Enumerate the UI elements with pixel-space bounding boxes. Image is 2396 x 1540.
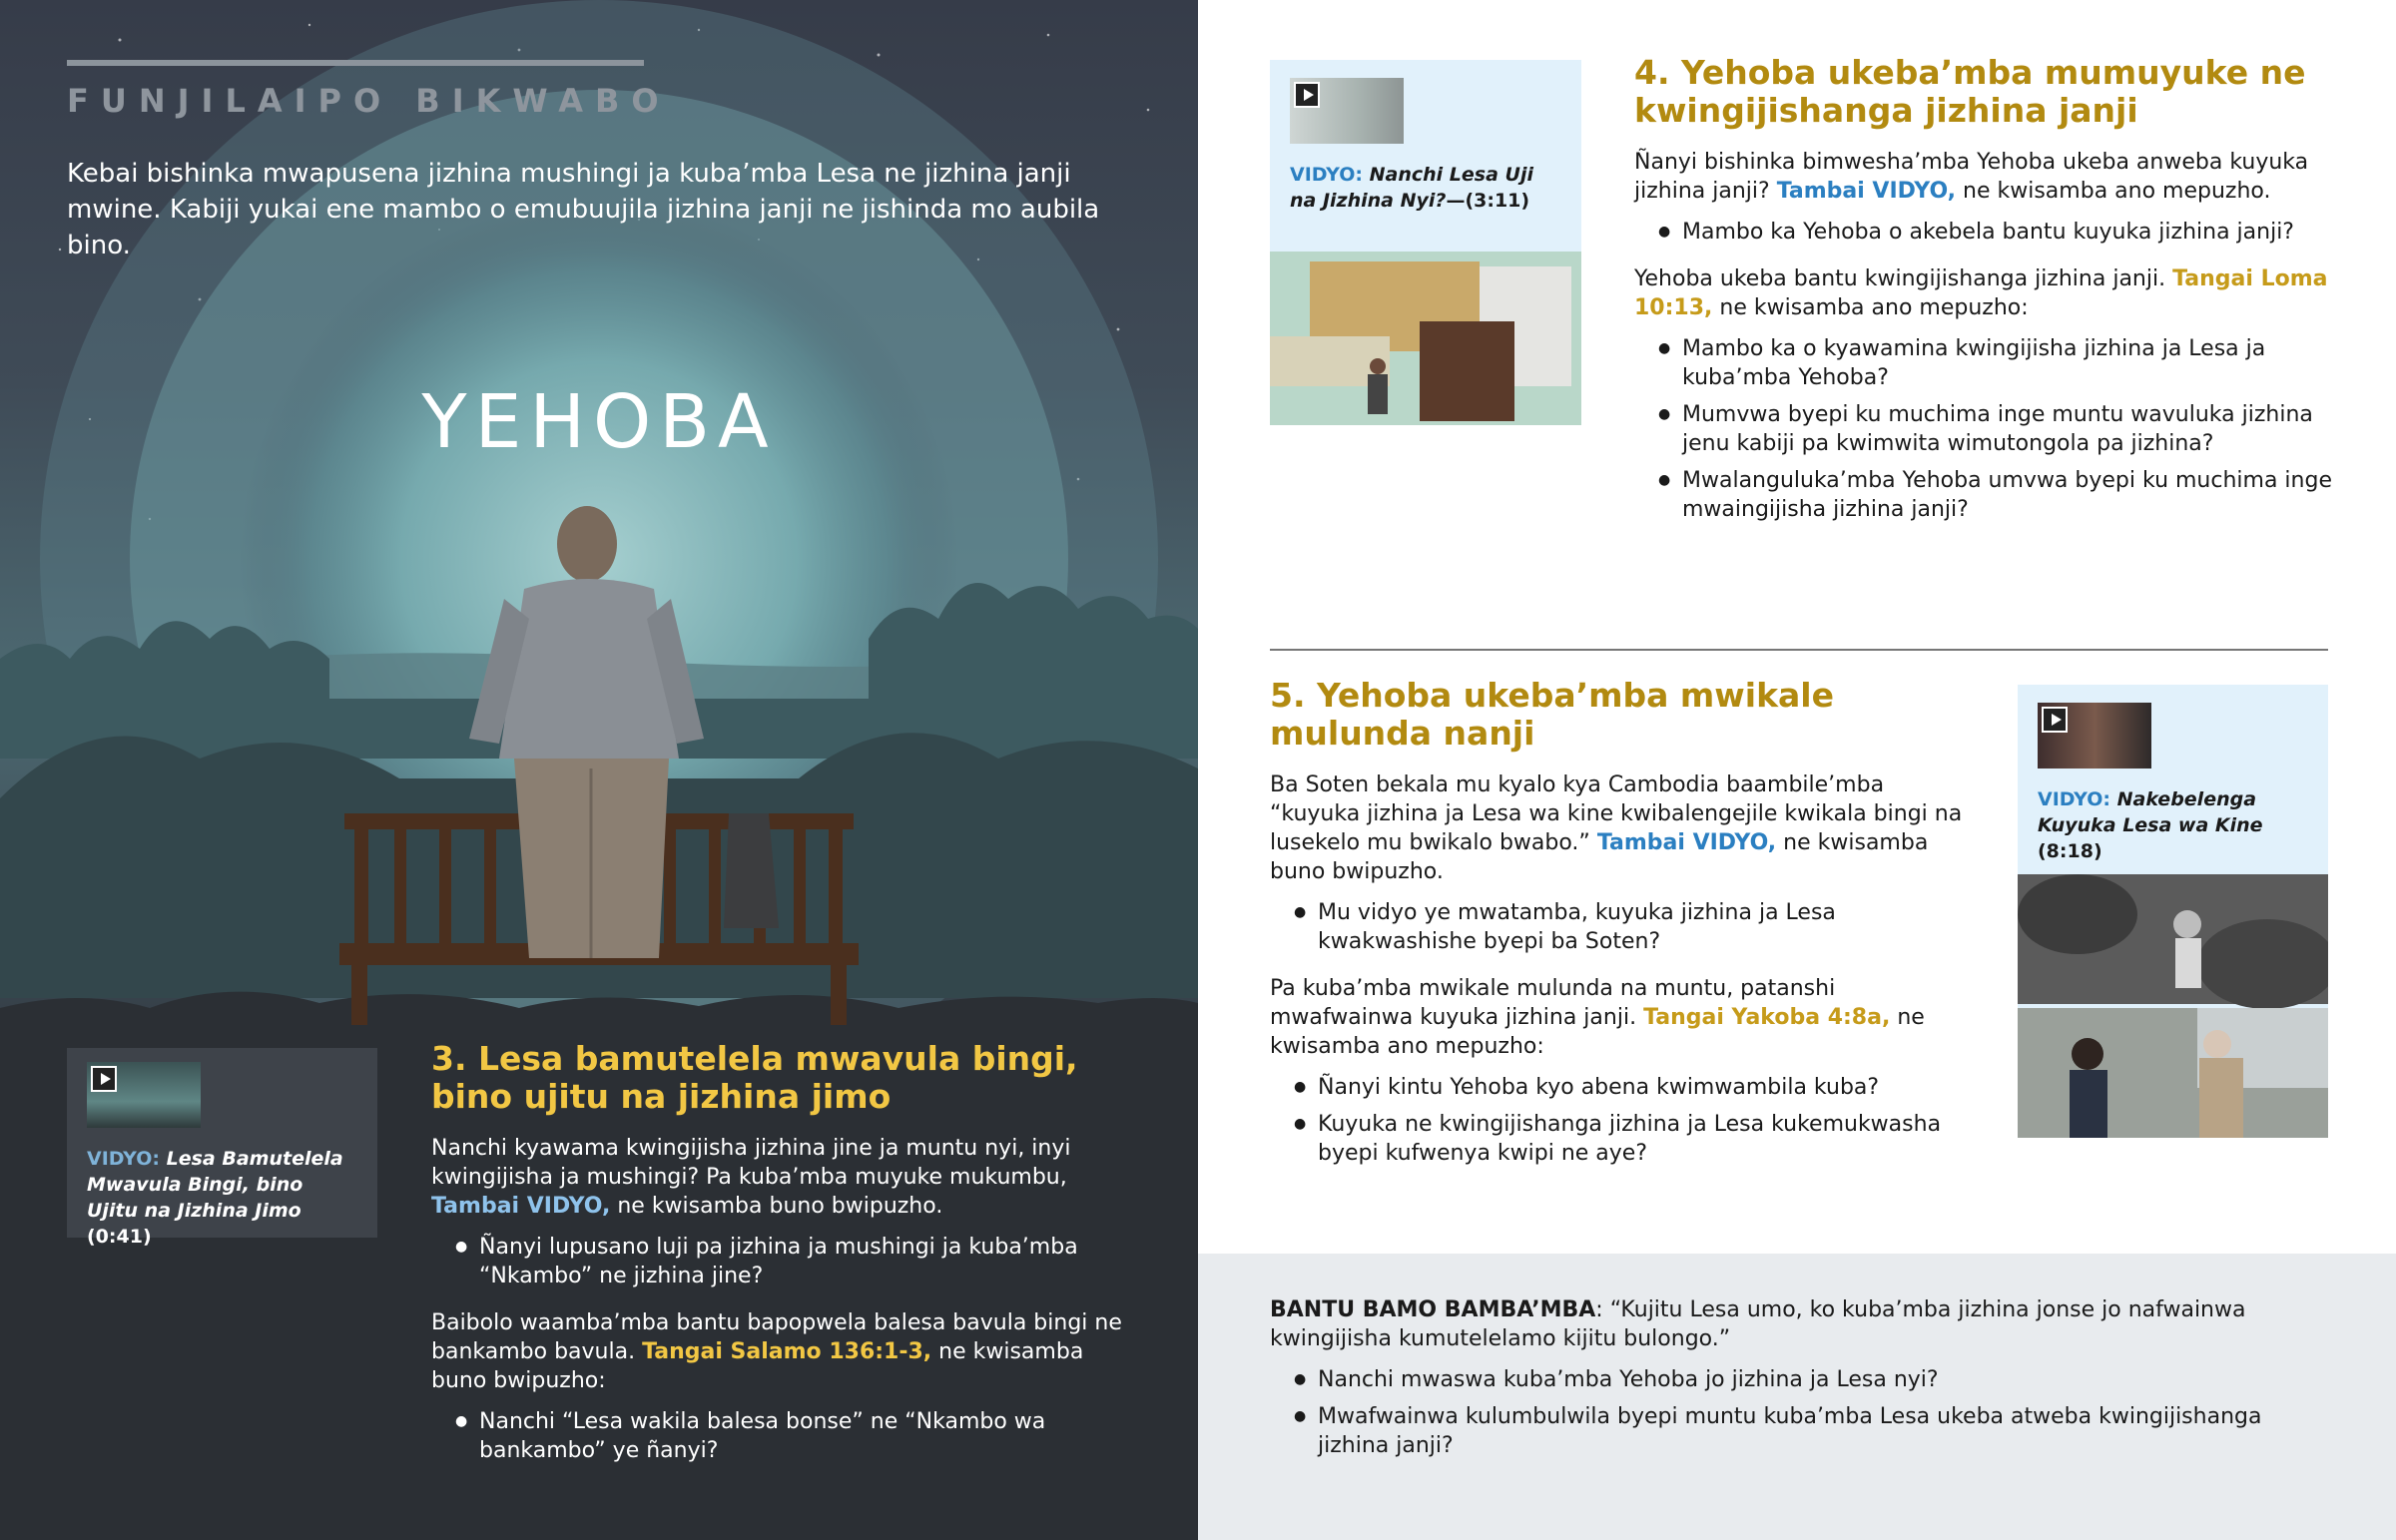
section-5-paragraph-1 <box>1270 770 1979 886</box>
play-icon[interactable] <box>2042 707 2068 733</box>
paragraph-text: Ñanyi bishinka bimwesha’mba Yehoba ukeba anweba kuyuka jizhina janji? <box>1634 150 2309 204</box>
section-4 <box>1634 54 2333 532</box>
play-icon[interactable] <box>91 1066 117 1092</box>
paragraph-text: ne kwisamba buno bwipuzho: <box>431 1339 1084 1393</box>
video-duration: —(3:11) <box>1446 190 1530 212</box>
section-3 <box>431 1040 1130 1473</box>
paragraph-text: Baibolo waamba’mba bantu bapopwela balesa bavula bingi ne bankambo bavula. <box>431 1310 1122 1364</box>
objection-text: : “Kujitu Lesa umo, ko kuba’mba jizhina jonse jo nafwainwa kwingijisha kumutelelamo kijitu bulongo.” <box>1270 1297 2246 1351</box>
video-caption[interactable] <box>1290 162 1561 214</box>
play-icon[interactable] <box>1294 82 1320 108</box>
scripture-link[interactable]: Tangai Yakoba 4:8a, <box>1643 1005 1891 1030</box>
paragraph-text: ne kwisamba ano mepuzho: <box>1270 1005 1925 1059</box>
paragraph-text: ne kwisamba buno bwipuzho. <box>1270 830 1929 884</box>
video-label: VIDYO: <box>1290 164 1363 186</box>
objection-box <box>1198 1254 2396 1540</box>
question-item: ● Mwafwainwa kulumbulwila byepi muntu kuba’mba Lesa ukeba atweba kwingijishanga jizhina janji? <box>1294 1402 2324 1460</box>
question-item: ● Ñanyi lupusano luji pa jizhina ja mushingi ja kuba’mba “Nkambo” ne jizhina jine? <box>455 1233 1130 1290</box>
scripture-link[interactable]: Tangai Salamo 136:1-3, <box>642 1339 932 1364</box>
section-5-paragraph-2 <box>1270 974 1979 1061</box>
section-4-questions-2 <box>1634 334 2333 524</box>
question-item: ● Mwalanguluka’mba Yehoba umvwa byepi ku muchima inge mwaingijisha jizhina janji? <box>1658 466 2333 524</box>
video-thumbnail[interactable] <box>1290 78 1404 144</box>
section-5 <box>1270 677 1979 1176</box>
question-item: ● Mumvwa byepi ku muchima inge muntu wavuluka jizhina jenu kabiji pa kwimwita wimutongola pa jizhina? <box>1658 400 2333 458</box>
intro-paragraph: Kebai bishinka mwapusena jizhina mushingi ja kuba’mba Lesa ne jizhina janji mwine. Kabiji yukai ene mambo o emubuujila jizhina janji ne jishinda mo aubila bino. <box>67 159 1100 260</box>
paragraph-text: Pa kuba’mba mwikale mulunda na muntu, patanshi mwafwainwa kuyuka jizhina janji. <box>1270 976 1836 1030</box>
section-4-title: 4. Yehoba ukeba’mba mumuyuke ne kwingijishanga jizhina janji <box>1634 53 2306 130</box>
objection-heading: BANTU BAMO BAMBA’MBA <box>1270 1297 1596 1322</box>
video-title[interactable]: Nanchi Lesa Uji na Jizhina Nyi? <box>1290 164 1533 212</box>
section-3-questions-2 <box>431 1407 1130 1465</box>
question-item: ● Mambo ka o kyawamina kwingijisha jizhina ja Lesa ja kuba’mba Yehoba? <box>1658 334 2333 392</box>
section-4-paragraph-1 <box>1634 148 2333 206</box>
video-thumbnail[interactable] <box>87 1062 201 1128</box>
video-title[interactable]: Nakebelenga Kuyuka Lesa wa Kine <box>2038 788 2263 836</box>
paragraph-text: ne kwisamba ano mepuzho. <box>1963 179 2271 204</box>
video-still-image <box>1270 252 1581 425</box>
video-duration: (0:41) <box>87 1226 152 1248</box>
paragraph-text: ne kwisamba ano mepuzho: <box>1719 295 2029 320</box>
watch-video-link[interactable]: Tambai VIDYO, <box>431 1194 611 1219</box>
question-item: ● Nanchi “Lesa wakila balesa bonse” ne “Nkambo wa bankambo” ye ñanyi? <box>455 1407 1130 1465</box>
video-card-many-titles[interactable] <box>67 1048 377 1248</box>
right-panel <box>1198 0 2396 1540</box>
section-divider <box>1270 649 2328 651</box>
section-3-title: 3. Lesa bamutelela mwavula bingi, bino ujitu na jizhina jimo <box>431 1039 1078 1116</box>
paragraph-text: ne kwisamba buno bwipuzho. <box>617 1194 943 1219</box>
video-title[interactable]: Lesa Bamutelela Mwavula Bingi, bino Ujitu na Jizhina Jimo <box>87 1148 343 1222</box>
video-thumbnail[interactable] <box>2038 703 2151 769</box>
watch-video-link[interactable]: Tambai VIDYO, <box>1596 830 1777 855</box>
video-card-does-god-have-name[interactable] <box>1270 60 1581 425</box>
objection-quote <box>1270 1295 2324 1353</box>
section-label: FUNJILAIPO BIKWABO <box>67 82 671 120</box>
question-item: ● Mambo ka Yehoba o akebela bantu kuyuka jizhina janji? <box>1658 218 2333 247</box>
paragraph-text: Yehoba ukeba bantu kwingijishanga jizhina janji. <box>1634 266 2166 291</box>
section-5-title: 5. Yehoba ukeba’mba mwikale mulunda nanji <box>1270 676 1834 753</box>
section-4-questions-1 <box>1634 218 2333 247</box>
question-item: ● Nanchi mwaswa kuba’mba Yehoba jo jizhina ja Lesa nyi? <box>1294 1365 2324 1394</box>
video-caption[interactable] <box>87 1146 357 1250</box>
video-label: VIDYO: <box>2038 788 2110 810</box>
video-still-images <box>2018 874 2328 1138</box>
scripture-link[interactable]: Tangai Loma 10:13, <box>1634 266 2328 320</box>
objection-questions <box>1270 1365 2324 1460</box>
question-item: ● Ñanyi kintu Yehoba kyo abena kwimwambila kuba? <box>1294 1073 1979 1102</box>
watch-video-link[interactable]: Tambai VIDYO, <box>1776 179 1957 204</box>
video-duration: (8:18) <box>2038 840 2102 862</box>
hero-title: YEHOBA <box>421 379 777 465</box>
paragraph-text: Ba Soten bekala mu kyalo kya Cambodia baambile’mba “kuyuka jizhina ja Lesa wa kine kwibalengejile kwikala bingi na lusekelo mu bwikalo bwabo.” <box>1270 772 1963 855</box>
section-5-questions-1 <box>1270 898 1979 956</box>
section-3-questions-1 <box>431 1233 1130 1290</box>
section-3-paragraph-1 <box>431 1134 1130 1221</box>
question-item: ● Kuyuka ne kwingijishanga jizhina ja Lesa kukemukwasha byepi kufwenya kwipi ne aye? <box>1294 1110 1979 1168</box>
question-item: ● Mu vidyo ye mwatamba, kuyuka jizhina ja Lesa kwakwashishe byepi ba Soten? <box>1294 898 1979 956</box>
section-4-paragraph-2 <box>1634 264 2333 322</box>
section-5-questions-2 <box>1270 1073 1979 1168</box>
video-label: VIDYO: <box>87 1148 160 1170</box>
paragraph-text: Nanchi kyawama kwingijisha jizhina jine ja muntu nyi, inyi kwingijisha ja mushingi? Pa kuba’mba muyuke mukumbu, <box>431 1136 1071 1190</box>
video-caption[interactable] <box>2038 786 2308 864</box>
section-header-rule <box>67 60 644 66</box>
video-card-knowing-true-god[interactable] <box>2018 685 2328 1138</box>
section-3-paragraph-2 <box>431 1308 1130 1395</box>
